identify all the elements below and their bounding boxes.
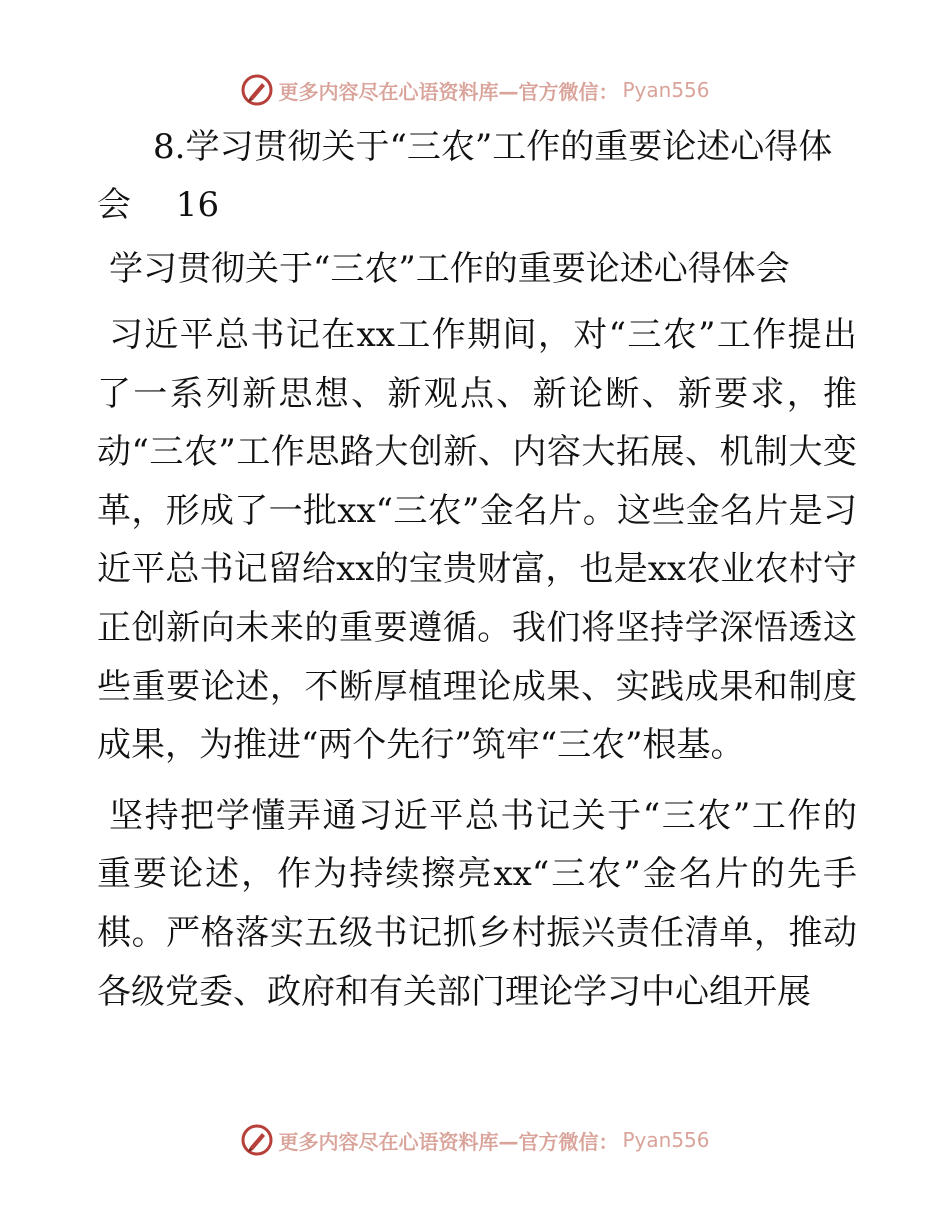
watermark-text: 更多内容尽在心语资料库—官方微信：: [278, 1129, 619, 1154]
watermark-wechat-id: Pyan556: [622, 78, 710, 102]
logo-icon: [240, 73, 274, 107]
toc-heading: 8.学习贯彻关于“三农”工作的重要论述心得体会 16: [97, 127, 833, 225]
logo-icon: [240, 1123, 274, 1157]
paragraph-1: 习近平总书记在xx工作期间，对“三农”工作提出了一系列新思想、新观点、新论断、新要求，推动“三农”工作思路大创新、内容大拓展、机制大变革，形成了一批xx“三农”金名片。这些金名片是习近平总书记留给xx的宝贵财富，也是xx农业农村守正创新向未来的重要遵循。我们将坚持学深悟透这些重要论述，不断厚植理论成果、实践成果和制度成果，为推进“两个先行”筑牢“三农”根基。: [97, 315, 857, 766]
watermark-header: [0, 70, 950, 110]
paragraph-2: 坚持把学懂弄通习近平总书记关于“三农”工作的重要论述，作为持续擦亮xx“三农”金名片的先手棋。严格落实五级书记抓乡村振兴责任清单，推动各级党委、政府和有关部门理论学习中心组开展: [97, 795, 857, 1012]
article-title: 学习贯彻关于“三农”工作的重要论述心得体会: [109, 249, 790, 289]
watermark-wechat-id: Pyan556: [622, 1128, 710, 1152]
watermark-footer: [0, 1120, 950, 1160]
watermark-text: 更多内容尽在心语资料库—官方微信：: [278, 79, 619, 104]
document-body: [97, 118, 857, 1033]
